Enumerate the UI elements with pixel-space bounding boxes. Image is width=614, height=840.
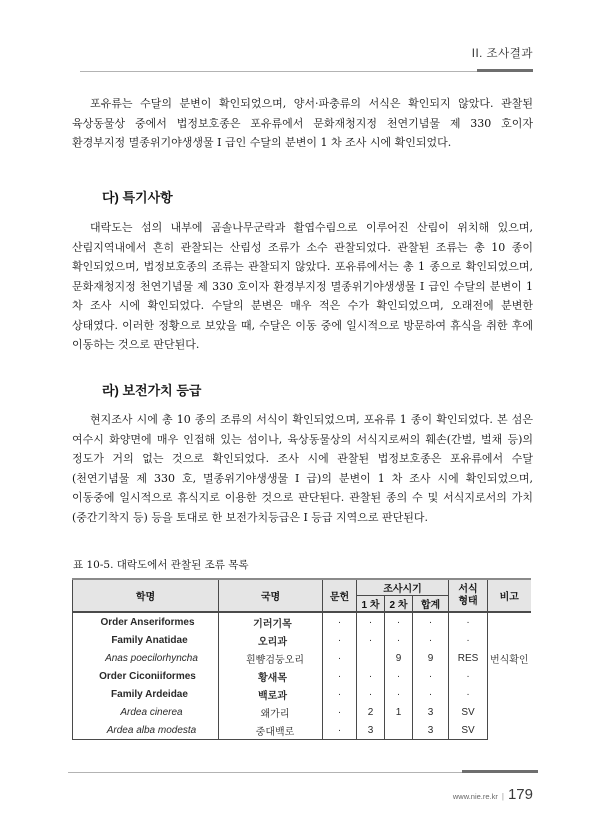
table-row — [73, 649, 531, 667]
survey1-cell — [357, 649, 385, 667]
literature-cell: · — [323, 649, 357, 667]
kor-name-cell: 백로과 — [219, 685, 323, 703]
footer — [453, 786, 533, 803]
habitat-cell: · — [449, 667, 488, 685]
col-header-sci-name: 학명 — [73, 579, 219, 612]
table-row — [73, 721, 531, 740]
survey2-cell — [385, 721, 413, 740]
literature-cell: · — [323, 667, 357, 685]
col-header-note: 비고 — [488, 579, 531, 612]
table-row — [73, 703, 531, 721]
col-header-literature: 문헌 — [323, 579, 357, 612]
running-header-section-label: II. 조사결과 — [471, 48, 533, 60]
habitat-cell: SV — [449, 721, 488, 740]
total-cell: 3 — [413, 703, 449, 721]
header-rule — [80, 71, 533, 72]
note-cell — [488, 612, 531, 631]
table-row — [73, 685, 531, 703]
paragraph-intro: 포유류는 수달의 분변이 확인되었으며, 양서·파충류의 서식은 확인되지 않았다. 관찰된 육상동물상 중에서 법정보호종은 포유류에서 문화재청지정 천연기념물 제 330 호이자 환경부지정 멸종위기야생생물 I 급인 수달의 분변이 1 차 조사 시에 확인되었다. — [72, 97, 533, 149]
table-caption: 표 10-5. 대락도에서 관찰된 조류 목록 — [73, 559, 249, 571]
col-header-survey-total: 합계 — [413, 596, 449, 613]
sci-name-cell: Ardea cinerea — [73, 703, 219, 721]
habitat-cell: · — [449, 631, 488, 649]
note-cell — [488, 703, 531, 721]
habitat-header-line1: 서식 — [458, 583, 478, 595]
literature-cell: · — [323, 721, 357, 740]
bird-species-table — [72, 578, 531, 740]
survey2-cell: · — [385, 685, 413, 703]
note-cell — [488, 721, 531, 740]
kor-name-cell: 왜가리 — [219, 703, 323, 721]
col-header-survey-period: 조사시기 — [357, 579, 449, 596]
col-header-survey-2: 2 차 — [385, 596, 413, 613]
col-header-survey-1: 1 차 — [357, 596, 385, 613]
survey1-cell: · — [357, 685, 385, 703]
note-cell — [488, 685, 531, 703]
habitat-cell: SV — [449, 703, 488, 721]
survey1-cell: · — [357, 612, 385, 631]
kor-name-cell: 기러기목 — [219, 612, 323, 631]
survey1-cell: 3 — [357, 721, 385, 740]
survey1-cell: 2 — [357, 703, 385, 721]
survey2-cell: · — [385, 631, 413, 649]
kor-name-cell: 중대백로 — [219, 721, 323, 740]
literature-cell: · — [323, 685, 357, 703]
footer-separator: | — [501, 792, 504, 801]
section-heading-da: 다) 특기사항 — [102, 190, 173, 205]
total-cell: · — [413, 631, 449, 649]
paragraph-ra-body: 현지조사 시에 총 10 종의 조류의 서식이 확인되었으며, 포유류 1 종이 확인되었다. 본 섬은 여수시 화양면에 매우 인접해 있는 섬이나, 육상동물상의 서식지로써의 훼손(간벌, 벌채 등)의 정도가 거의 없는 것으로 확인되었다. 조사 시에 관찰된 법정보호종은 포유류에서 수달(천연기념물 제 330 호, 멸종위기야생생물 I 급)의 분변이 1 차 조사 시에 확인되었으며, 이동중에 일시적으로 휴식지로 이용한 것으로 판단된다. 관찰된 종의 수 및 서식지로서의 가치(중간기착지 등) 등을 토대로 한 보전가치등급은 I 등급 지역으로 판단된다. — [72, 413, 533, 524]
kor-name-cell: 황새목 — [219, 667, 323, 685]
col-header-kor-name: 국명 — [219, 579, 323, 612]
table-row — [73, 631, 531, 649]
total-cell: 9 — [413, 649, 449, 667]
note-cell — [488, 631, 531, 649]
survey2-cell: 1 — [385, 703, 413, 721]
sci-name-cell: Order Anseriformes — [73, 612, 219, 631]
table-header-row-1 — [73, 579, 531, 596]
survey1-cell: · — [357, 667, 385, 685]
total-cell: 3 — [413, 721, 449, 740]
habitat-cell: RES — [449, 649, 488, 667]
survey1-cell: · — [357, 631, 385, 649]
total-cell: · — [413, 612, 449, 631]
note-cell: 번식확인 — [488, 649, 531, 667]
sci-name-cell: Family Ardeidae — [73, 685, 219, 703]
kor-name-cell: 오리과 — [219, 631, 323, 649]
page-number: 179 — [507, 786, 533, 803]
table-row — [73, 667, 531, 685]
note-cell — [488, 667, 531, 685]
col-header-habitat-type — [449, 579, 488, 612]
habitat-cell: · — [449, 612, 488, 631]
habitat-cell: · — [449, 685, 488, 703]
literature-cell: · — [323, 703, 357, 721]
habitat-header-line2: 형태 — [458, 595, 478, 607]
survey2-cell: · — [385, 612, 413, 631]
survey2-cell: 9 — [385, 649, 413, 667]
footer-rule-accent — [462, 770, 538, 773]
sci-name-cell: Anas poecilorhyncha — [73, 649, 219, 667]
sci-name-cell: Ardea alba modesta — [73, 721, 219, 740]
paragraph-da-body: 대락도는 섬의 내부에 곰솔나무군락과 활엽수림으로 이루어진 산림이 위치해 있으며, 산림지역내에서 흔히 관찰되는 산림성 조류가 소수 관찰되었다. 관찰된 조류는 총 10 종이 확인되었으며, 법정보호종의 조류는 관찰되지 않았다. 포유류에서는 총 1 종으로 확인되었으며, 문화재청지정 천연기념물 제 330 호이자 환경부지정 멸종위기야생생물 I 급인 수달의 분변이 1 차 조사 시에 확인되었다. 수달의 분변은 매우 적은 수가 확인되었으며, 오래전에 분변한 상태였다. 이러한 정황으로 보았을 때, 수달은 이동 중에 일시적으로 방문하여 휴식을 취한 후에 이동하는 것으로 판단된다. — [72, 221, 533, 351]
header-rule-accent — [477, 69, 533, 72]
literature-cell: · — [323, 612, 357, 631]
total-cell: · — [413, 685, 449, 703]
literature-cell: · — [323, 631, 357, 649]
table-row — [73, 612, 531, 631]
survey2-cell: · — [385, 667, 413, 685]
sci-name-cell: Family Anatidae — [73, 631, 219, 649]
section-heading-ra: 라) 보전가치 등급 — [102, 383, 202, 398]
kor-name-cell: 흰뺨검둥오리 — [219, 649, 323, 667]
sci-name-cell: Order Ciconiiformes — [73, 667, 219, 685]
footer-site-url: www.nie.re.kr — [452, 792, 498, 801]
total-cell: · — [413, 667, 449, 685]
